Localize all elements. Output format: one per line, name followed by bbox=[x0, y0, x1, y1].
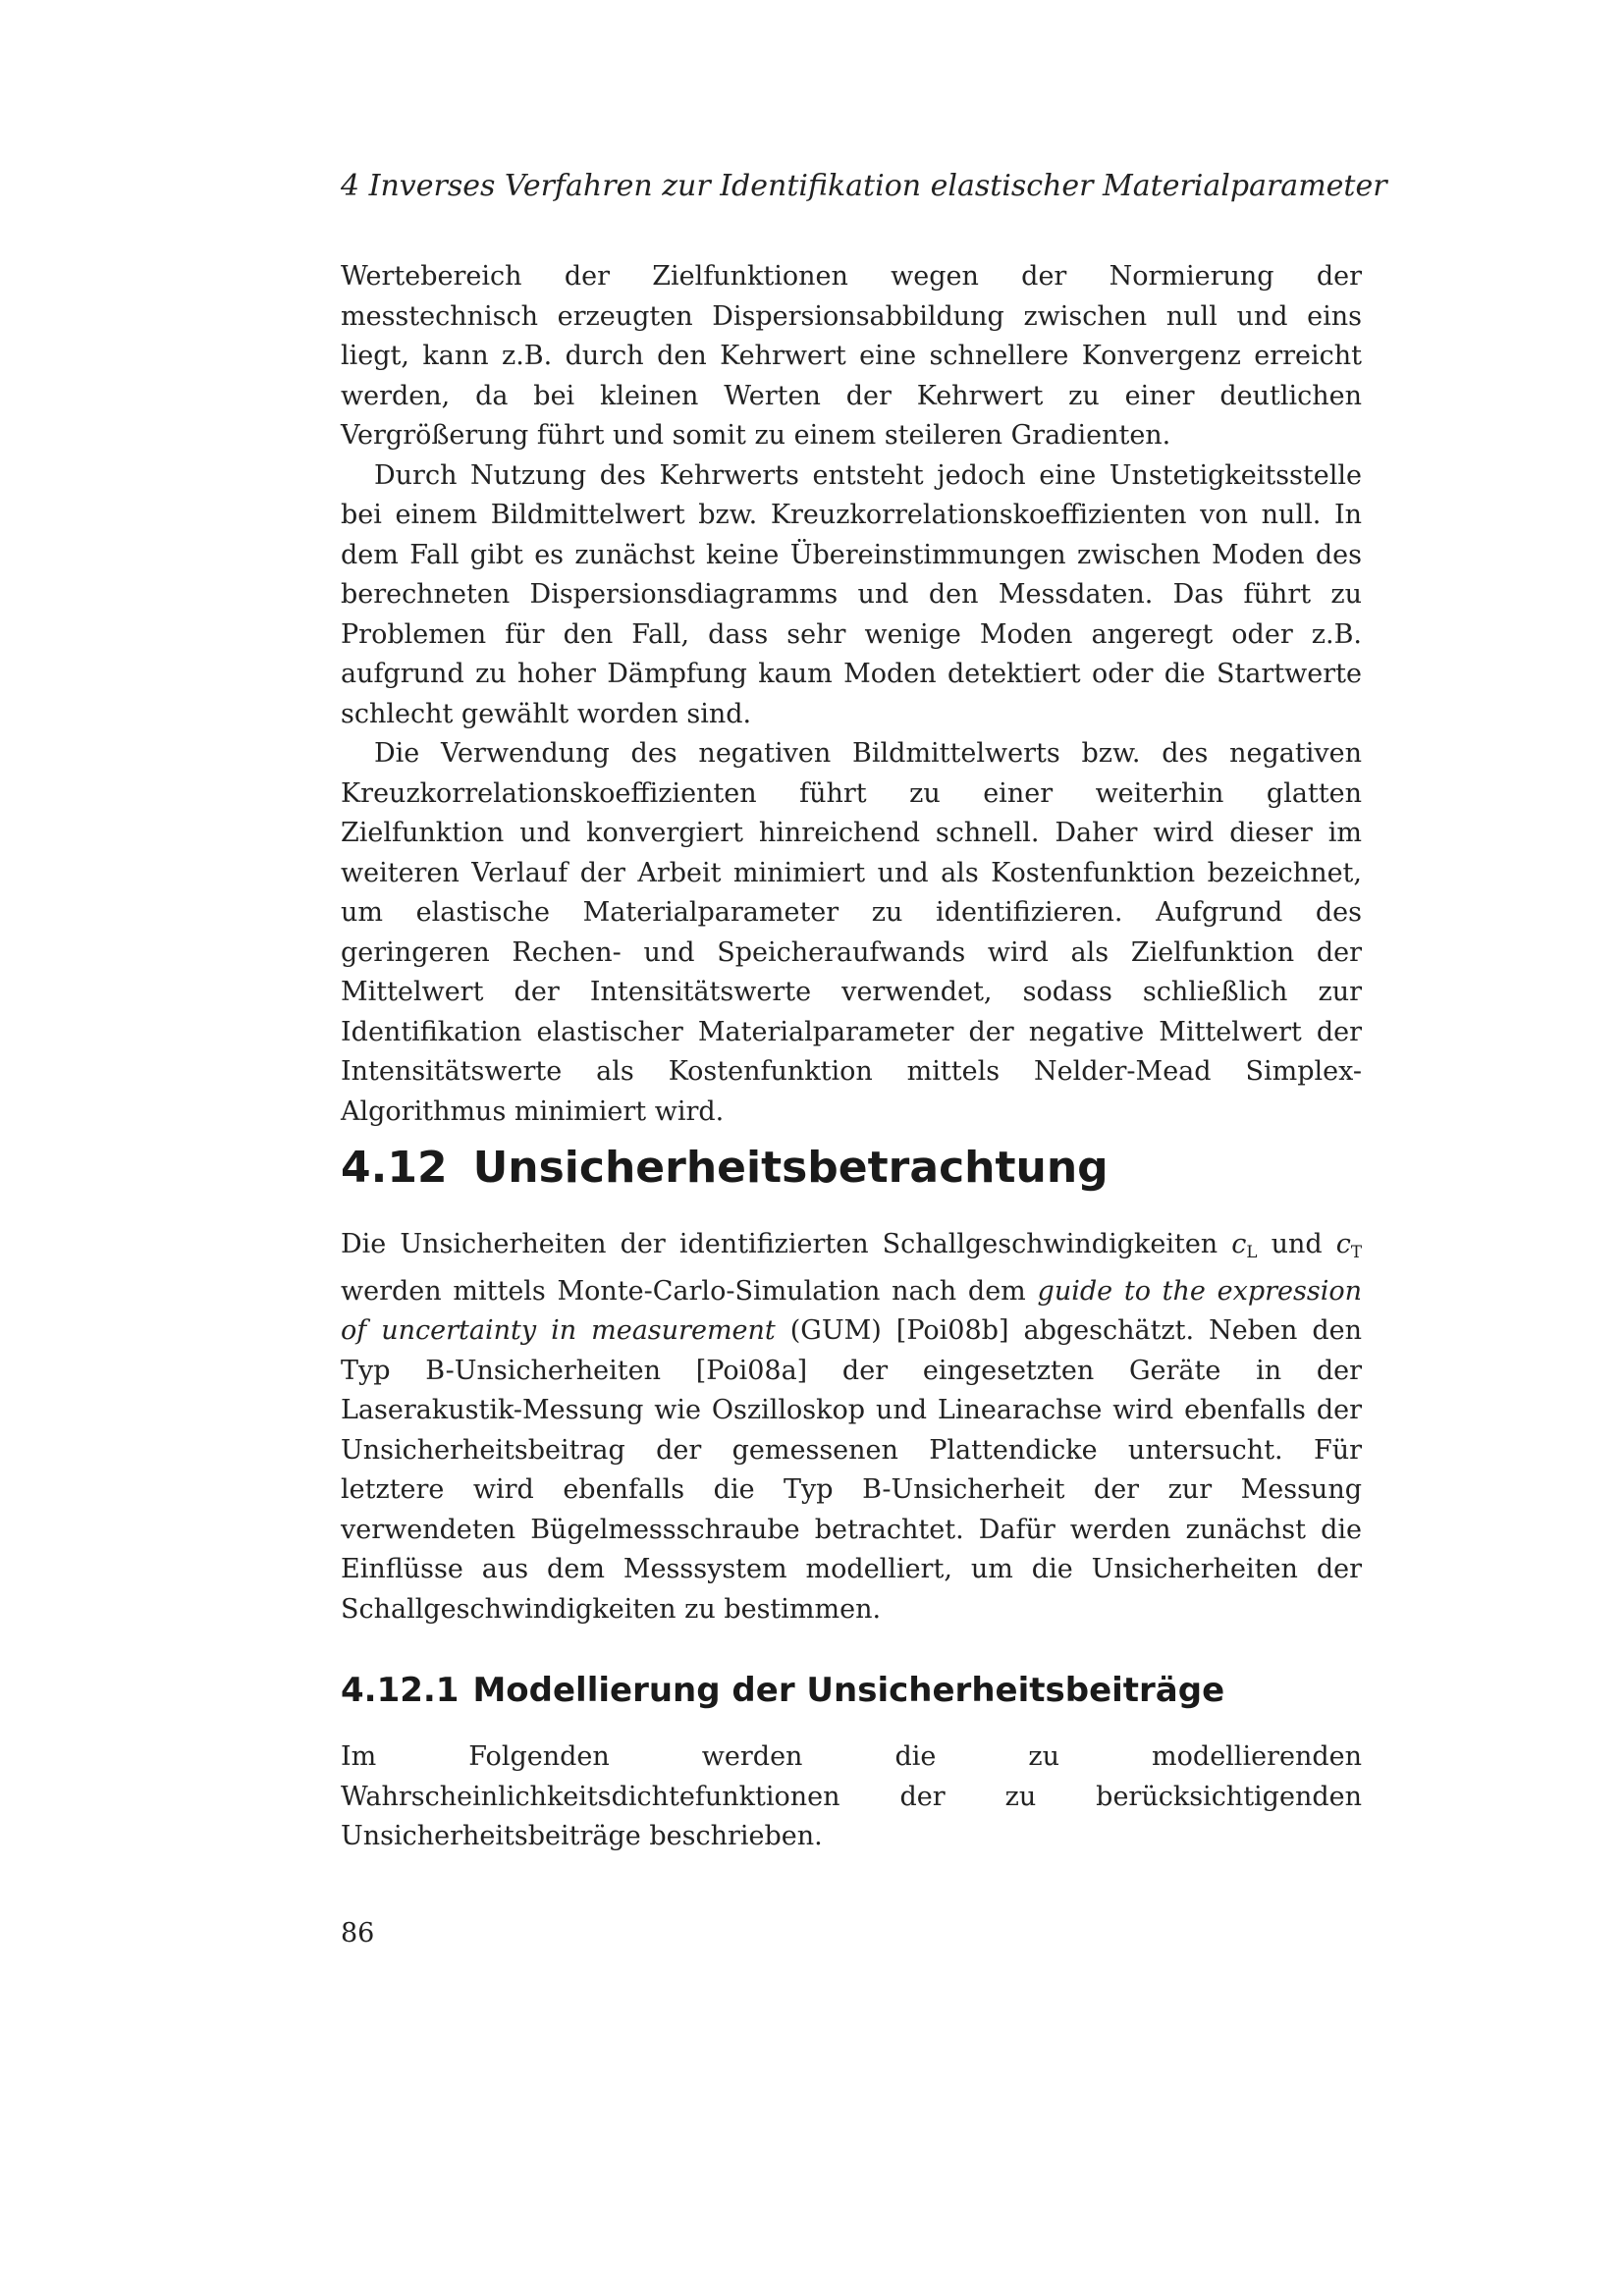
paragraph-block-subsection bbox=[341, 1737, 1362, 1857]
page-number: 86 bbox=[341, 1918, 375, 1949]
paragraph-block-section bbox=[341, 1225, 1362, 1629]
intro-text: Die Unsicherheiten der identifizierten Schallgeschwindigkeiten bbox=[341, 1229, 1218, 1259]
paragraph-3: Die Verwendung des negativen Bildmittelwerts bzw. des negativen Kreuzkorrelationskoeffizienten führt zu einer weiterhin glatten Zielfunktion und konvergiert hinreichend schnell. Daher wird dieser im weiteren Verlauf der Arbeit minimiert und als Kostenfunktion bezeichnet, um elastische Materialparameter zu identifizieren. Aufgrund des geringeren Rechen- und Speicheraufwands wird als Zielfunktion der Mittelwert der Intensitätswerte verwendet, sodass schließlich zur Identifikation elastischer Materialparameter der negative Mittelwert der Intensitätswerte als Kostenfunktion mittels Nelder-Mead Simplex-Algorithmus minimiert wird. bbox=[341, 738, 1362, 1127]
intro-line2: werden mittels Monte-Carlo-Simulation nach dem bbox=[341, 1275, 1026, 1307]
symbol-cL: $c_L$ bbox=[1231, 1229, 1258, 1262]
running-header: 4 Inverses Verfahren zur Identifikation elastischer Materialparameter bbox=[341, 169, 1387, 203]
subsection-title: Modellierung der Unsicherheitsbeiträge bbox=[472, 1671, 1225, 1710]
section-body-text: (GUM) [Poi08b] abgeschätzt. Neben den Typ B-Unsicherheiten [Poi08a] der eingesetzten Geräte in der Laserakustik-Messung wie Oszilloskop und Linearachse wird ebenfalls der Unsicherheitsbeitrag der gemessenen Plattendicke untersucht. Für letztere wird ebenfalls die Typ B-Unsicherheit der zur Messung verwendeten Bügelmessschraube betrachtet. Dafür werden zunächst die Einflüsse aus dem Messsystem modelliert, um die Unsicherheiten der Schallgeschwindigkeiten zu bestimmen. bbox=[341, 1315, 1362, 1625]
and-word: und bbox=[1271, 1229, 1323, 1259]
symbol-cT: $c_T$ bbox=[1335, 1229, 1362, 1262]
subsection-heading bbox=[341, 1669, 1224, 1712]
paragraph-2: Durch Nutzung des Kehrwerts entsteht jedoch eine Unstetigkeitsstelle bei einem Bildmittelwert bzw. Kreuzkorrelationskoeffizienten von null. In dem Fall gibt es zunächst keine Übereinstimmungen zwischen Moden des berechneten Dispersionsdiagramms und den Messdaten. Das führt zu Problemen für den Fall, dass sehr wenige Moden angeregt oder z.B. aufgrund zu hoher Dämpfung kaum Moden detektiert oder die Startwerte schlecht gewählt worden sind. bbox=[341, 459, 1362, 729]
subsection-number: 4.12.1 bbox=[341, 1671, 460, 1710]
paragraph-1: Wertebereich der Zielfunktionen wegen der Normierung der messtechnisch erzeugten Dispersionsabbildung zwischen null und eins liegt, kann z.B. durch den Kehrwert eine schnellere Konvergenz erreicht werden, da bei kleinen Werten der Kehrwert zu einer deutlichen Vergrößerung führt und somit zu einem steileren Gradienten. bbox=[341, 261, 1362, 451]
section-paragraph bbox=[341, 1225, 1362, 1629]
section-heading bbox=[341, 1141, 1109, 1196]
section-number: 4.12 bbox=[341, 1143, 448, 1193]
gum-title: guide to the expression of uncertainty in measurement bbox=[341, 1275, 1363, 1347]
section-title: Unsicherheitsbetrachtung bbox=[472, 1143, 1109, 1193]
subsection-paragraph: Im Folgenden werden die zu modellierenden Wahrscheinlichkeitsdichtefunktionen der zu berücksichtigenden Unsicherheitsbeiträge beschrieben. bbox=[341, 1741, 1362, 1851]
paragraph-block-intro bbox=[341, 257, 1362, 1132]
